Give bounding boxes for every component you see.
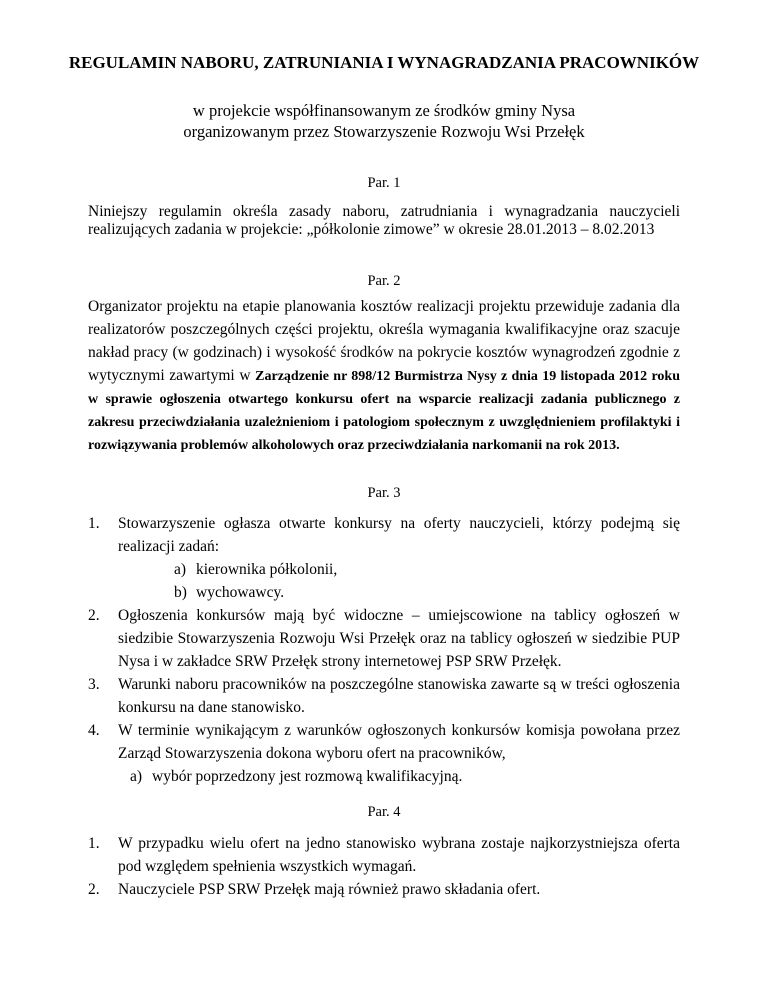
- par4-list: [88, 832, 680, 901]
- list-number: 3.: [88, 676, 100, 693]
- sub-item-b: b) wychowawcy.: [174, 584, 285, 601]
- par2-text: Organizator projektu na etapie planowania kosztów realizacji projektu przewiduje zadania dla realizatorów poszczególnych części projektu, określa wymagania kwalifikacyjne oraz szacuje nakład pracy (w godzinach) i wysokość środków na pokrycie kosztów wynagrodzeń zgodnie z wytycznymi zawartymi w: [88, 298, 680, 384]
- par3-item-3: [88, 673, 680, 719]
- list-number: 1.: [88, 835, 100, 852]
- subtitle-line-2: organizowanym przez Stowarzyszenie Rozwoju Wsi Przełęk: [183, 122, 585, 141]
- list-item-text: Warunki naboru pracowników na poszczególne stanowiska zawarte są w treści ogłoszenia konkursu na dane stanowisko.: [118, 676, 680, 716]
- par3-item-1: [88, 512, 680, 604]
- list-number: 2.: [88, 607, 100, 624]
- list-number: 2.: [88, 881, 100, 898]
- document-title: REGULAMIN NABORU, ZATRUNIANIA I WYNAGRADZANIA PRACOWNIKÓW: [68, 53, 700, 72]
- list-item-text: W terminie wynikającym z warunków ogłoszonych konkursów komisja powołana przez Zarząd Stowarzyszenia dokona wyboru ofert na pracowników,: [118, 722, 680, 762]
- par2-regulation-reference: Zarządzenie nr 898/12 Burmistrza Nysy z dnia 19 listopada 2012 roku w sprawie ogłoszenia otwartego konkursu ofert na wsparcie realizacji zadania publicznego z zakresu przeciwdziałania uzależnieniom i patologiom społecznym z uwzględnieniem profilaktyki i rozwiązywania problemów alkoholowych oraz przeciwdziałania narkomanii na rok 2013.: [88, 369, 680, 453]
- par3-heading: Par. 3: [367, 485, 401, 501]
- par3-list: [88, 512, 680, 788]
- par1-text: Niniejszy regulamin określa zasady naboru, zatrudniania i wynagradzania nauczycieli realizujących zadania w projekcie: „półkolonie zimowe” w okresie 28.01.2013 – 8.02.2013: [88, 203, 680, 238]
- par2-heading: Par. 2: [367, 273, 401, 289]
- par3-item-2: [88, 604, 680, 673]
- par4-item-2: [88, 878, 680, 901]
- par3-item-4-sublist: [118, 765, 680, 788]
- par2-paragraph: [88, 295, 680, 456]
- sub-item-a: a) kierownika półkolonii,: [174, 561, 338, 578]
- sub-item-a: a) wybór poprzedzony jest rozmową kwalifikacyjną.: [130, 768, 463, 785]
- list-number: 4.: [88, 722, 100, 739]
- subtitle-line-1: w projekcie współfinansowanym ze środków gminy Nysa: [192, 101, 576, 120]
- par1-heading: Par. 1: [367, 175, 401, 191]
- list-item-text: Stowarzyszenie ogłasza otwarte konkursy na oferty nauczycieli, którzy podejmą się realizacji zadań:: [118, 515, 680, 555]
- document-subtitle: [60, 100, 708, 142]
- list-item-text: Nauczyciele PSP SRW Przełęk mają również prawo składania ofert.: [118, 881, 541, 898]
- list-item-text: Ogłoszenia konkursów mają być widoczne – umiejscowione na tablicy ogłoszeń w siedzibie Stowarzyszenia Rozwoju Wsi Przełęk oraz na tablicy ogłoszeń w siedzibie PUP Nysa i w zakładce SRW Przełęk strony internetowej PSP SRW Przełęk.: [118, 607, 680, 670]
- list-number: 1.: [88, 515, 100, 532]
- par3-item-4: [88, 719, 680, 788]
- par3-item-1-sublist: [118, 558, 680, 604]
- par4-item-1: [88, 832, 680, 878]
- list-item-text: W przypadku wielu ofert na jedno stanowisko wybrana zostaje najkorzystniejsza oferta pod względem spełnienia wszystkich wymagań.: [118, 835, 680, 875]
- par4-heading: Par. 4: [367, 804, 401, 820]
